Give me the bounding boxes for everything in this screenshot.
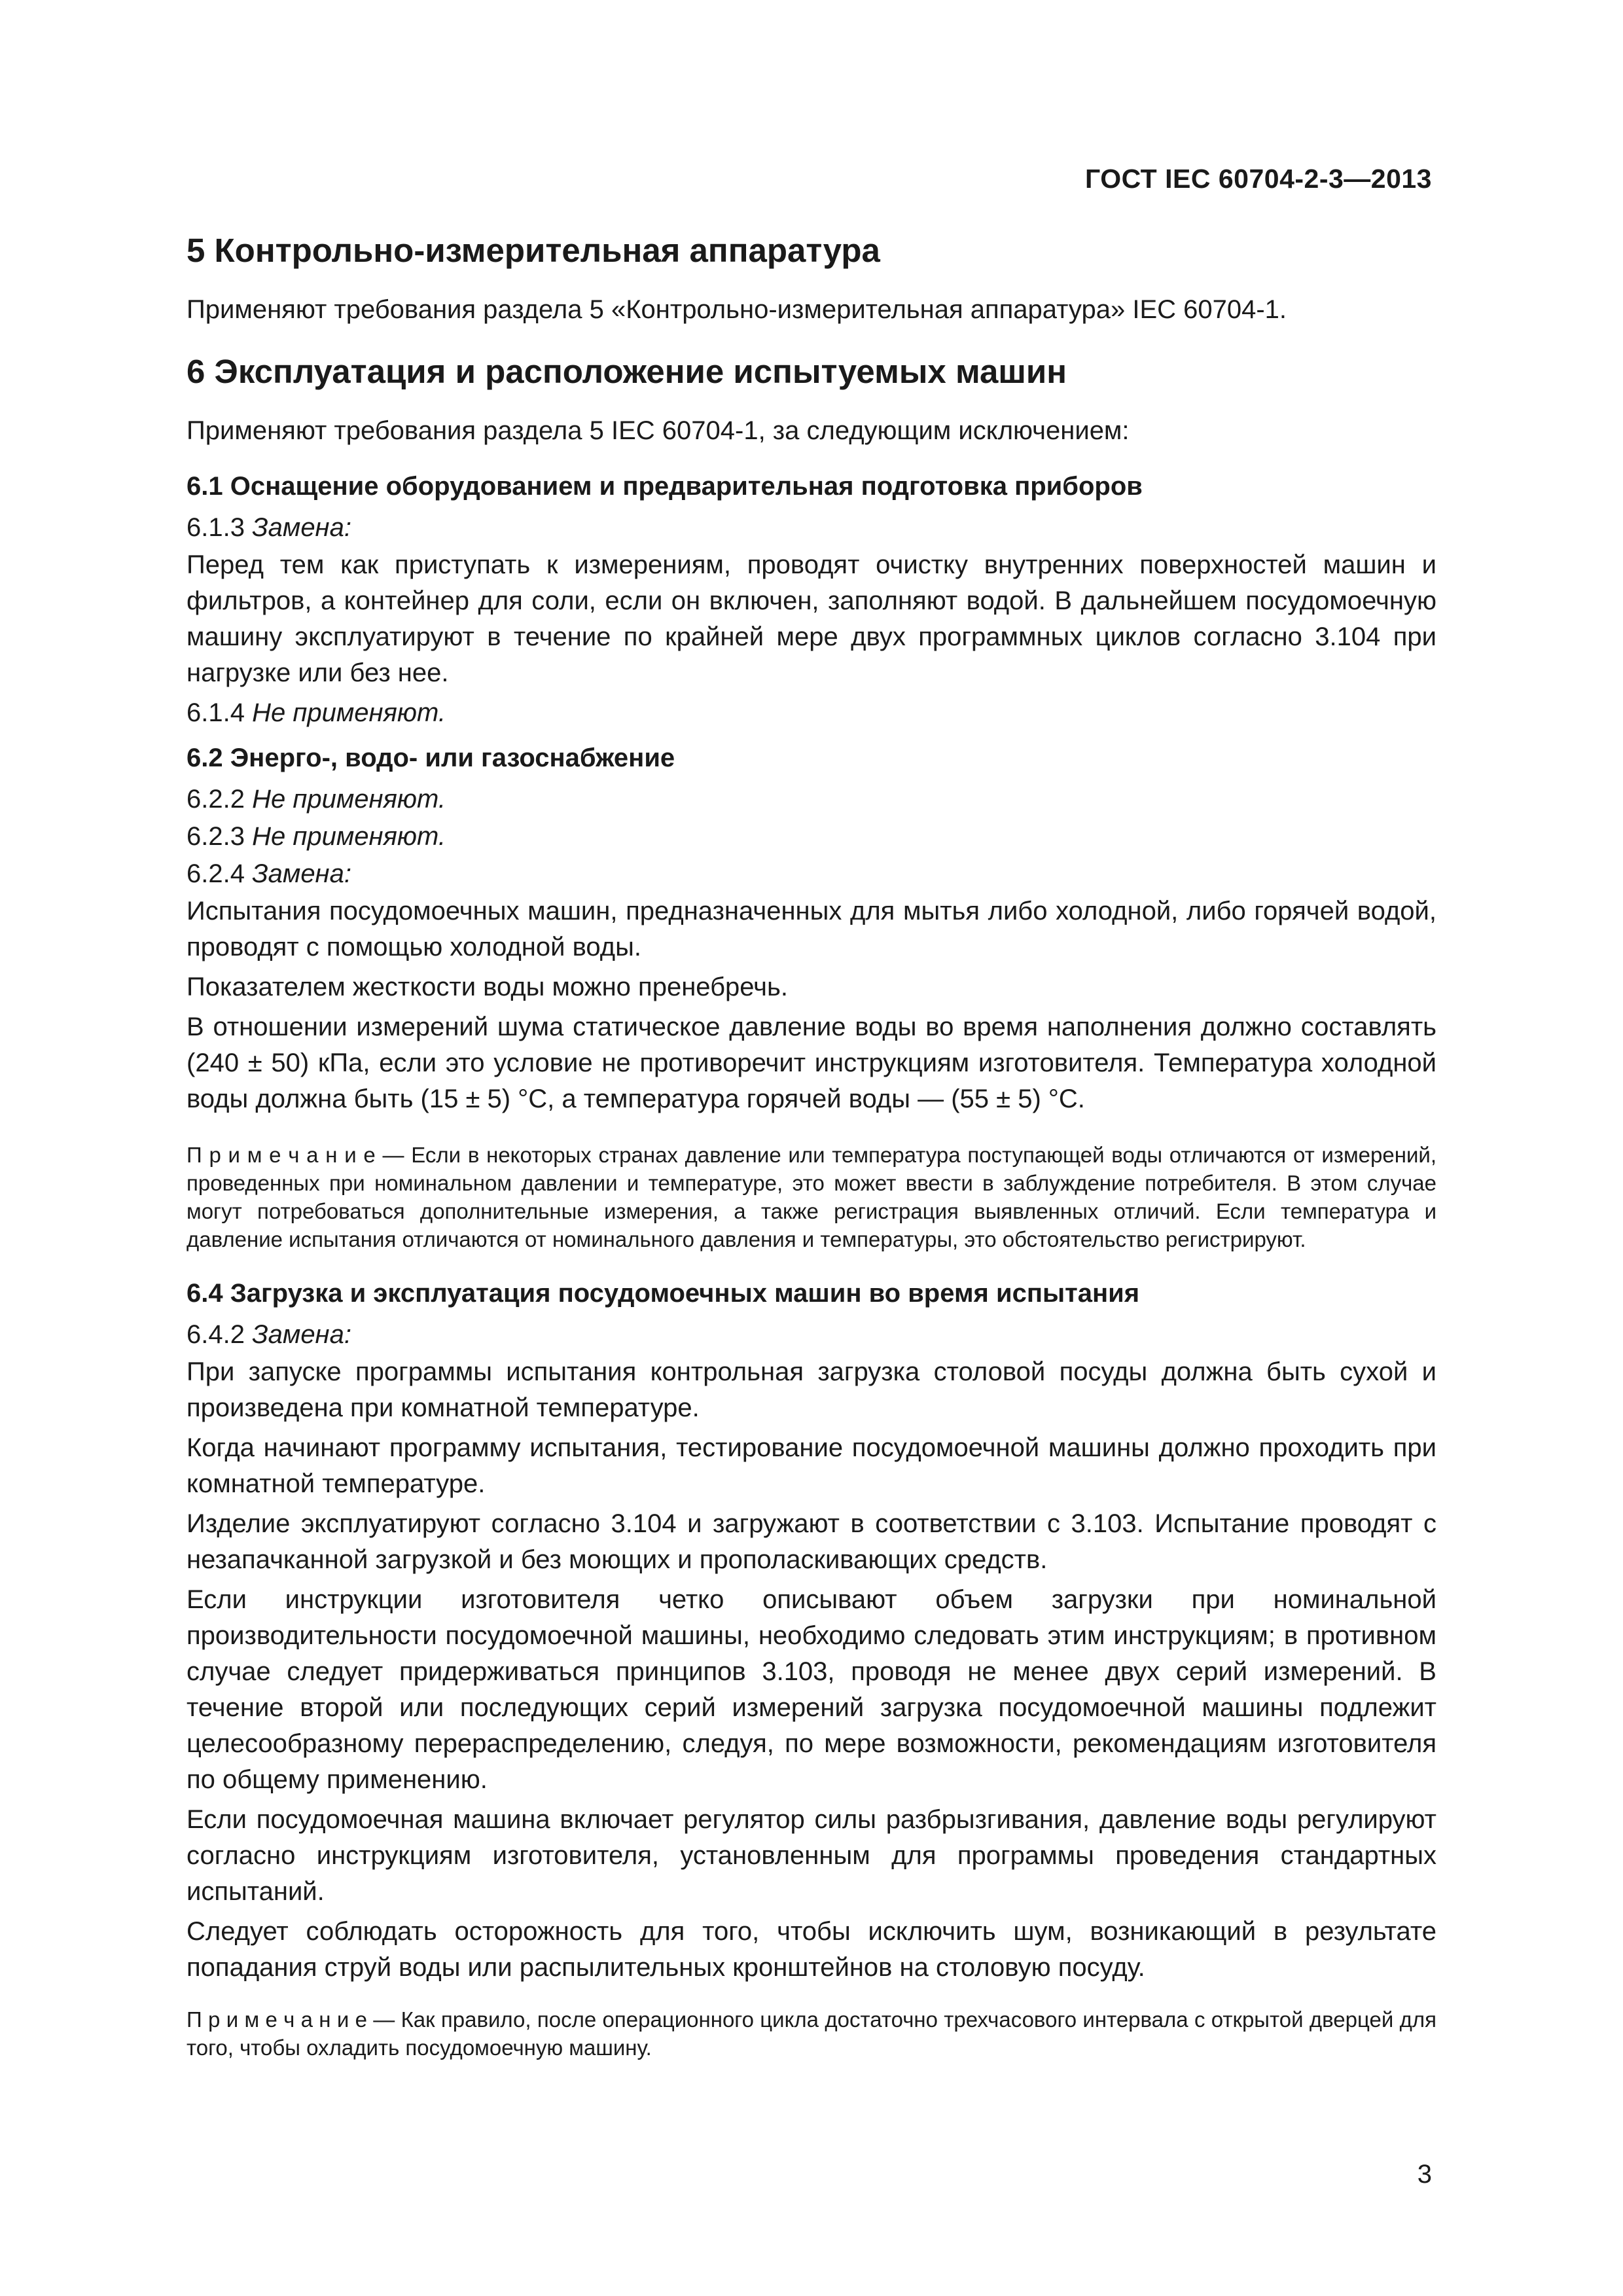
section-6-heading: 6 Эксплуатация и расположение испытуемых машин xyxy=(187,353,1067,390)
section-6-intro: Применяют требования раздела 5 IEC 60704-1, за следующим исключением: xyxy=(187,416,1130,445)
clause-6-4-2-paragraph-3: Изделие эксплуатируют согласно 3.104 и загружают в соответствии с 3.103. Испытание проводят с незапачканной загрузкой и без моющих и прополаскивающих средств. xyxy=(187,1509,1436,1574)
clause-6-4-2-paragraph-1: При запуске программы испытания контрольная загрузка столовой посуды должна быть сухой и произведена при комнатной температуре. xyxy=(187,1357,1436,1422)
clause-6-4-2-paragraph-5: Если посудомоечная машина включает регулятор силы разбрызгивания, давление воды регулируют согласно инструкциям изготовителя, установленным для программы проведения стандартных испытаний. xyxy=(187,1805,1436,1906)
page-content xyxy=(187,229,1436,2084)
section-6-1-heading: 6.1 Оснащение оборудованием и предварительная подготовка приборов xyxy=(187,472,1143,501)
clause-number: 6.2.2 xyxy=(187,785,245,814)
clause-label: Не применяют. xyxy=(252,785,446,814)
clause-6-4-2 xyxy=(187,1317,1436,1353)
clause-label: Замена: xyxy=(252,513,351,542)
clause-label: Не применяют. xyxy=(252,698,446,727)
clause-label: Замена: xyxy=(252,859,351,888)
section-5-text: Применяют требования раздела 5 «Контрольно-измерительная аппаратура» IEC 60704-1. xyxy=(187,295,1287,324)
clause-number: 6.1.3 xyxy=(187,513,245,542)
clause-6-1-3-text: Перед тем как приступать к измерениям, проводят очистку внутренних поверхностей машин и фильтров, а контейнер для соли, если он включен, заполняют водой. В дальнейшем посудомоечную машину эксплуатируют в течение по крайней мере двух программных циклов согласно 3.104 при нагрузке или без нее. xyxy=(187,550,1436,687)
clause-6-1-4 xyxy=(187,695,1436,731)
section-5-heading: 5 Контрольно-измерительная аппаратура xyxy=(187,232,880,269)
clause-6-2-4-paragraph-3: В отношении измерений шума статическое давление воды во время наполнения должно составлять (240 ± 50) кПа, если это условие не противоречит инструкциям изготовителя. Температура холодной воды должна быть (15 ± 5) °С, а температура горячей воды — (55 ± 5) °С. xyxy=(187,1013,1436,1113)
document-code: ГОСТ IEC 60704-2-3—2013 xyxy=(1085,164,1432,194)
clause-label: Замена: xyxy=(252,1320,351,1349)
note-text: — Как правило, после операционного цикла достаточно трехчасового интервала с открытой дверцей для того, чтобы охладить посудомоечную машину. xyxy=(187,2007,1436,2060)
note-text: — Если в некоторых странах давление или температура поступающей воды отличаются от измерений, проведенных при номинальном давлении и температуре, это может ввести в заблуждение потребителя. В этом случае могут потребоваться дополнительные измерения, а также регистрация выявленных отличий. Если температура и давление испытания отличаются от номинального давления и температуры, это обстоятельство регистрируют. xyxy=(187,1143,1436,1251)
clause-6-4-2-paragraph-4: Если инструкции изготовителя четко описывают объем загрузки при номинальной производительности посудомоечной машины, необходимо следовать этим инструкциям; в противном случае следует придерживаться принципов 3.103, проводя не менее двух серий измерений. В течение второй или последующих серий измерений загрузка посудомоечной машины подлежит целесообразному перераспределению, следуя, по мере возможности, рекомендациям изготовителя по общему применению. xyxy=(187,1585,1436,1794)
section-6-4-heading: 6.4 Загрузка и эксплуатация посудомоечных машин во время испытания xyxy=(187,1279,1140,1308)
note-label: П р и м е ч а н и е xyxy=(187,1143,376,1167)
clause-6-2-4 xyxy=(187,856,1436,892)
clause-6-1-3 xyxy=(187,510,1436,546)
clause-number: 6.2.3 xyxy=(187,822,245,851)
page-number: 3 xyxy=(1417,2160,1432,2189)
clause-label: Не применяют. xyxy=(252,822,446,851)
clause-6-2-3 xyxy=(187,819,1436,855)
clause-6-4-2-paragraph-2: Когда начинают программу испытания, тестирование посудомоечной машины должно проходить при комнатной температуре. xyxy=(187,1433,1436,1498)
clause-6-2-2 xyxy=(187,781,1436,817)
section-6-2-heading: 6.2 Энерго-, водо- или газоснабжение xyxy=(187,744,675,772)
clause-number: 6.2.4 xyxy=(187,859,245,888)
note-6-4-2 xyxy=(187,2005,1436,2062)
clause-number: 6.4.2 xyxy=(187,1320,245,1349)
clause-6-4-2-paragraph-6: Следует соблюдать осторожность для того, чтобы исключить шум, возникающий в результате попадания струй воды или распылительных кронштейнов на столовую посуду. xyxy=(187,1917,1436,1982)
clause-number: 6.1.4 xyxy=(187,698,245,727)
note-6-2-4 xyxy=(187,1141,1436,1253)
clause-6-2-4-paragraph-1: Испытания посудомоечных машин, предназначенных для мытья либо холодной, либо горячей водой, проводят с помощью холодной воды. xyxy=(187,897,1436,961)
clause-6-2-4-paragraph-2: Показателем жесткости воды можно пренебречь. xyxy=(187,973,788,1001)
note-label: П р и м е ч а н и е xyxy=(187,2007,367,2032)
